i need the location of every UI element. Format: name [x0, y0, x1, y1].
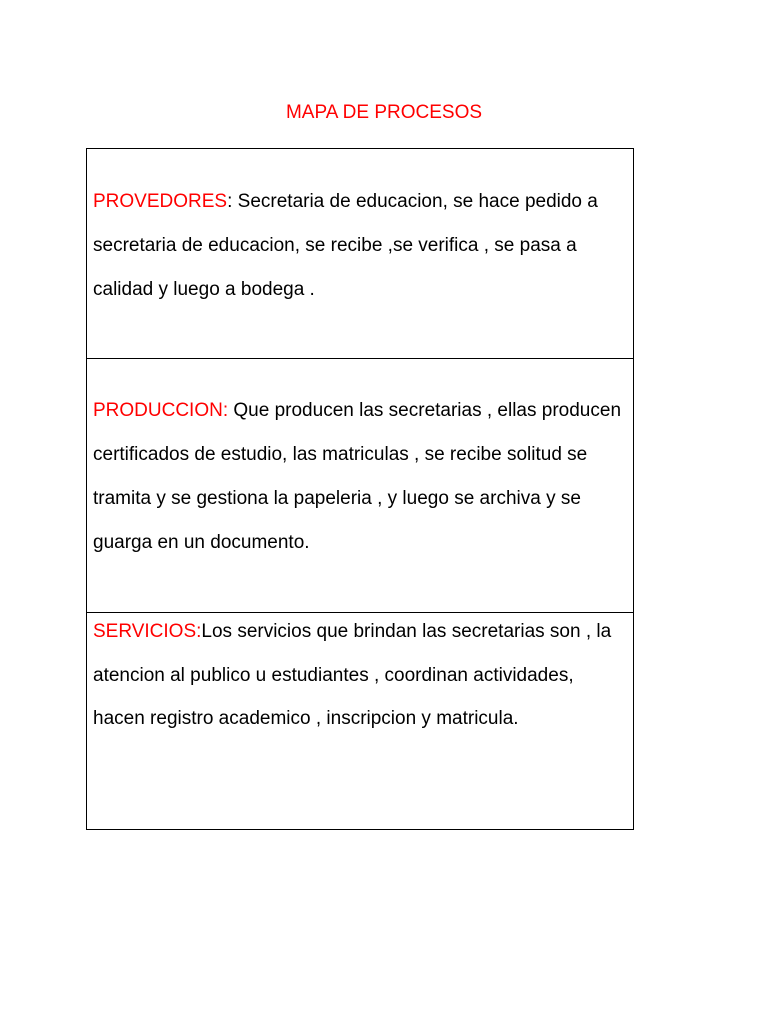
section-text-produccion: Que producen las secretarias , ellas producen certificados de estudio, las matriculas , se recibe solitud se tramita y se gestiona la papeleria , y luego se archiva y se guarga en un documento. — [93, 400, 622, 553]
section-separator-provedores: : — [227, 191, 233, 212]
table-row-servicios — [87, 613, 633, 829]
section-text-provedores: Secretaria de educacion, se hace pedido a secretaria de educacion, se recibe ,se verifica , se pasa a calidad y luego a bodega . — [93, 191, 598, 300]
process-table — [86, 148, 634, 830]
section-label-provedores: PROVEDORES — [93, 191, 228, 212]
page-title: MAPA DE PROCESOS — [285, 102, 483, 123]
section-text-servicios: Los servicios que brindan las secretarias son , la atencion al publico u estudiantes , coordinan actividades, hacen registro academico , inscripcion y matricula. — [93, 621, 612, 729]
section-paragraph-provedores — [93, 180, 627, 312]
section-paragraph-produccion — [93, 389, 627, 565]
section-paragraph-servicios — [93, 610, 627, 741]
table-row-produccion — [87, 359, 633, 613]
section-label-servicios: SERVICIOS: — [93, 621, 202, 642]
table-row-provedores — [87, 149, 633, 359]
section-label-produccion: PRODUCCION: — [93, 400, 229, 421]
